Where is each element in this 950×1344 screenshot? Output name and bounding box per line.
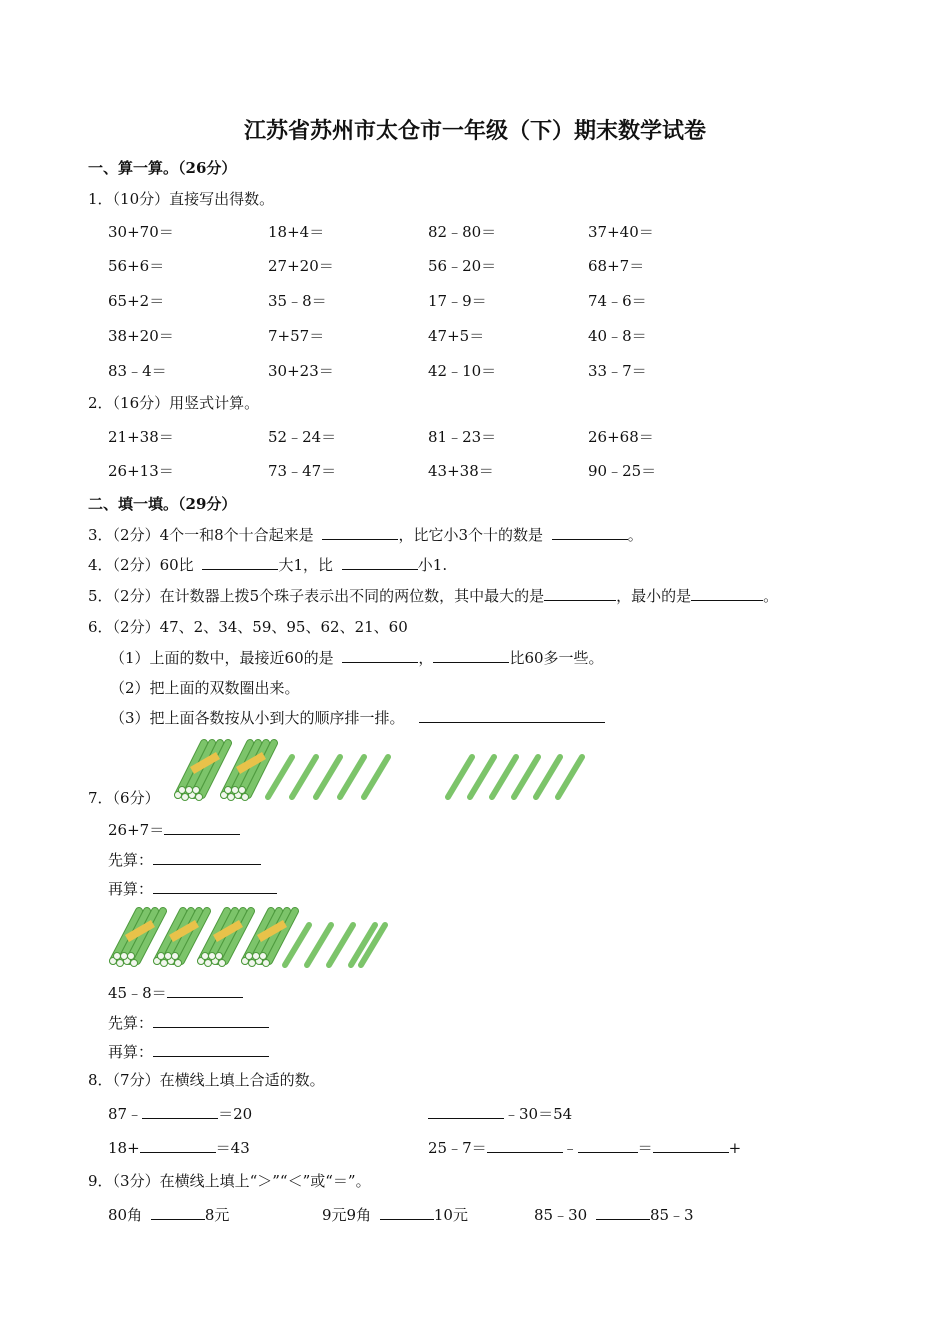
page-title: 江苏省苏州市太仓市一年级（下）期末数学试卷 xyxy=(243,118,706,144)
answer-blank[interactable] xyxy=(322,525,398,540)
q9-text: 85﹣30 xyxy=(534,1206,588,1224)
answer-blank[interactable] xyxy=(428,1104,504,1119)
question-label: 1．（10分）直接写出得数。 xyxy=(88,190,275,208)
question-5 xyxy=(88,586,778,606)
answer-blank[interactable] xyxy=(552,525,628,540)
q9-item-2 xyxy=(322,1205,468,1225)
answer-blank[interactable] xyxy=(167,983,243,998)
calc-item: 26+68＝ xyxy=(588,428,654,446)
answer-blank[interactable] xyxy=(433,648,509,663)
q6-sub-3 xyxy=(110,708,605,728)
q9-text: 9元9角 xyxy=(322,1206,372,1224)
answer-blank[interactable] xyxy=(596,1205,650,1220)
q7-then-2 xyxy=(108,1042,269,1062)
calc-item: 90﹣25＝ xyxy=(588,462,657,480)
q5-text-a: 5．（2分）在计数器上拨5个珠子表示出不同的两位数，其中最大的是 xyxy=(88,587,545,605)
q8-text: 25﹣7＝ xyxy=(428,1139,487,1157)
answer-blank[interactable] xyxy=(153,850,261,865)
calc-item: 56+6＝ xyxy=(108,257,165,275)
question-label: 8．（7分）在横线上填上合适的数。 xyxy=(88,1071,325,1089)
q9-text: 8元 xyxy=(204,1206,230,1224)
q4-text-a: 4．（2分）60比 xyxy=(88,556,194,574)
calc-item: 47+5＝ xyxy=(428,327,485,345)
q8-text: + xyxy=(728,1139,742,1157)
q9-text: 85﹣3 xyxy=(649,1206,694,1224)
q8-item-1 xyxy=(108,1104,252,1124)
q9-text: 10元 xyxy=(433,1206,468,1224)
q4-text-c: 小1. xyxy=(417,556,448,574)
equation-text: 45﹣8＝ xyxy=(108,984,167,1002)
answer-blank[interactable] xyxy=(578,1138,638,1153)
q7-first-2 xyxy=(108,1013,269,1033)
answer-blank[interactable] xyxy=(487,1138,563,1153)
q7-first-1 xyxy=(108,850,261,870)
q6-s1-text-c: 比60多一些。 xyxy=(509,649,604,667)
q8-text: ＝43 xyxy=(215,1139,250,1157)
answer-blank[interactable] xyxy=(202,555,278,570)
calc-item: 43+38＝ xyxy=(428,462,494,480)
question-label: 9．（3分）在横线上填上“＞”“＜”或“＝”。 xyxy=(88,1172,371,1190)
calc-item: 33﹣7＝ xyxy=(588,362,647,380)
calc-item: 73﹣47＝ xyxy=(268,462,337,480)
calc-item: 26+13＝ xyxy=(108,462,174,480)
calc-item: 65+2＝ xyxy=(108,292,165,310)
section-heading: 二、填一填。（29分） xyxy=(88,495,237,513)
answer-blank[interactable] xyxy=(653,1138,729,1153)
question-4 xyxy=(88,555,447,575)
calc-item: 83﹣4＝ xyxy=(108,362,167,380)
calc-item: 17﹣9＝ xyxy=(428,292,487,310)
calc-item: 27+20＝ xyxy=(268,257,334,275)
q8-item-4 xyxy=(428,1138,741,1158)
answer-blank[interactable] xyxy=(153,879,277,894)
answer-blank[interactable] xyxy=(380,1205,434,1220)
calc-item: 18+4＝ xyxy=(268,223,325,241)
answer-blank[interactable] xyxy=(153,1013,269,1028)
calc-item: 7+57＝ xyxy=(268,327,325,345)
question-label: 2．（16分）用竖式计算。 xyxy=(88,394,260,412)
q7-eq-2 xyxy=(108,983,243,1003)
stick-bundle-icon xyxy=(175,743,229,801)
q8-text: ﹣30＝54 xyxy=(504,1105,573,1123)
step-label: 先算： xyxy=(108,1014,154,1032)
q6-sub-1 xyxy=(110,648,604,668)
section-heading: 一、算一算。（26分） xyxy=(88,159,237,177)
sticks-illustration-2 xyxy=(105,903,395,973)
calc-item: 68+7＝ xyxy=(588,257,645,275)
answer-blank[interactable] xyxy=(419,708,605,723)
q3-text-c: 。 xyxy=(627,526,643,544)
calc-item: 56﹣20＝ xyxy=(428,257,497,275)
q5-text-c: 。 xyxy=(763,587,779,605)
q9-text: 80角 xyxy=(108,1206,143,1224)
single-sticks-icon xyxy=(448,757,582,797)
q8-text: 87﹣ xyxy=(108,1105,143,1123)
q8-text: 18+ xyxy=(108,1139,140,1157)
q8-text: ﹣ xyxy=(562,1139,578,1157)
answer-blank[interactable] xyxy=(153,1042,269,1057)
single-sticks-icon xyxy=(268,757,388,797)
q3-text-b: ，比它小3个十的数是 xyxy=(398,526,544,544)
q5-text-b: ，最小的是 xyxy=(616,587,692,605)
question-3 xyxy=(88,525,643,545)
q7-then-1 xyxy=(108,879,277,899)
answer-blank[interactable] xyxy=(164,820,240,835)
calc-item: 35﹣8＝ xyxy=(268,292,327,310)
answer-blank[interactable] xyxy=(142,1104,218,1119)
step-label: 再算： xyxy=(108,880,154,898)
calc-item: 42﹣10＝ xyxy=(428,362,497,380)
calc-item: 81﹣23＝ xyxy=(428,428,497,446)
q6-s1-text-b: ， xyxy=(418,649,434,667)
q8-item-3 xyxy=(108,1138,250,1158)
calc-item: 40﹣8＝ xyxy=(588,327,647,345)
equation-text: 26+7＝ xyxy=(108,821,165,839)
q6-s3-text: （3）把上面各数按从小到大的顺序排一排。 xyxy=(110,709,405,727)
q8-item-2 xyxy=(428,1104,572,1124)
answer-blank[interactable] xyxy=(342,555,418,570)
calc-item: 82﹣80＝ xyxy=(428,223,497,241)
calc-item: 52﹣24＝ xyxy=(268,428,337,446)
answer-blank[interactable] xyxy=(342,648,418,663)
calc-item: 38+20＝ xyxy=(108,327,174,345)
q4-text-b: 大1，比 xyxy=(278,556,334,574)
sticks-illustration-1 xyxy=(170,735,590,805)
q7-eq-1 xyxy=(108,820,240,840)
calc-item: 37+40＝ xyxy=(588,223,654,241)
answer-blank[interactable] xyxy=(691,586,763,601)
step-label: 先算： xyxy=(108,851,154,869)
calc-item: 30+23＝ xyxy=(268,362,334,380)
q9-item-3 xyxy=(534,1205,694,1225)
q8-text: ＝ xyxy=(637,1139,653,1157)
single-sticks-icon xyxy=(285,925,385,965)
answer-blank[interactable] xyxy=(544,586,616,601)
calc-item: 21+38＝ xyxy=(108,428,174,446)
calc-item: 30+70＝ xyxy=(108,223,174,241)
q6-s1-text-a: （1）上面的数中，最接近60的是 xyxy=(110,649,334,667)
calc-item: 74﹣6＝ xyxy=(588,292,647,310)
q9-item-1 xyxy=(108,1205,229,1225)
stick-bundle-icon xyxy=(221,743,275,801)
question-label: 7．（6分） xyxy=(88,789,160,807)
q8-text: ＝20 xyxy=(218,1105,253,1123)
q3-text-a: 3．（2分）4个一和8个十合起来是 xyxy=(88,526,314,544)
answer-blank[interactable] xyxy=(151,1205,205,1220)
question-label: 6．（2分）47、2、34、59、95、62、21、60 xyxy=(88,618,408,636)
step-label: 再算： xyxy=(108,1043,154,1061)
q6-sub-2: （2）把上面的双数圈出来。 xyxy=(110,679,300,697)
answer-blank[interactable] xyxy=(140,1138,216,1153)
